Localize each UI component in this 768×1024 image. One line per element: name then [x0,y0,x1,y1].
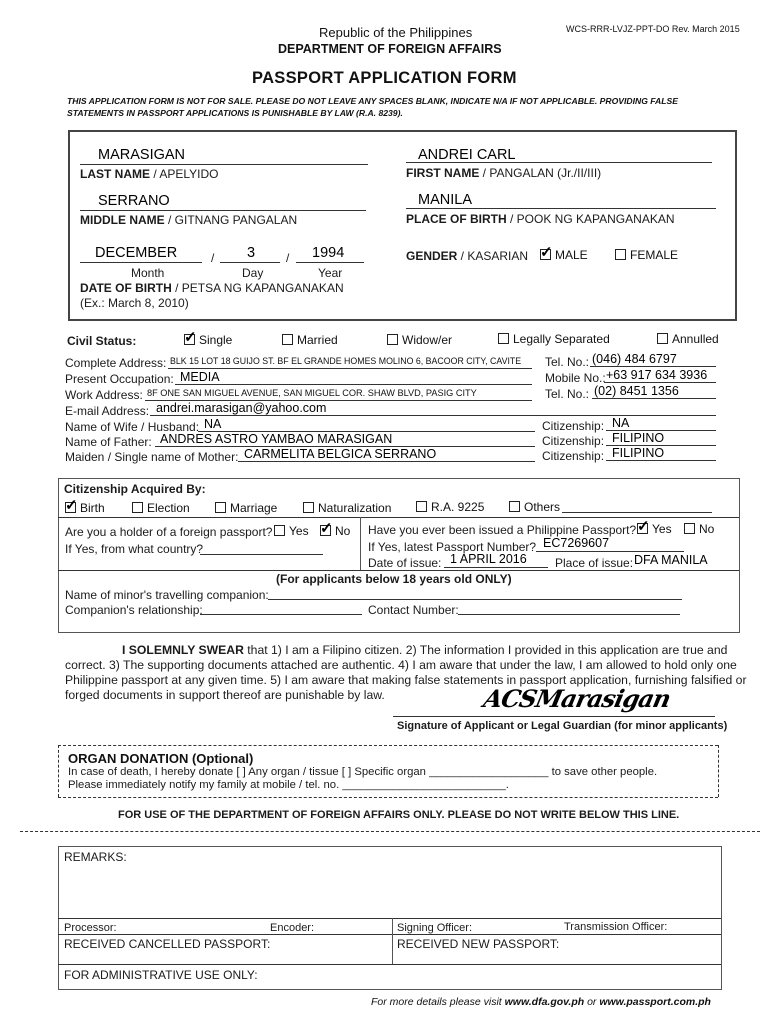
civil-single-checkbox[interactable]: ✓ Single [184,333,232,347]
office-divider-3 [58,964,721,965]
mother-label: Maiden / Single name of Mother: [65,450,239,464]
citizenship-naturalization-checkbox[interactable]: Naturalization [303,501,391,515]
mother-line [238,461,535,462]
mother-citizenship-value[interactable]: FILIPINO [612,446,665,460]
header-republic: Republic of the Philippines [319,25,473,40]
civil-annulled-checkbox[interactable]: Annulled [657,332,719,346]
citizenship-acquired-label: Citizenship Acquired By: [64,482,206,496]
admin-use-label: FOR ADMINISTRATIVE USE ONLY: [64,968,258,982]
address-value[interactable]: BLK 15 LOT 18 GUIJO ST. BF EL GRANDE HOMES MOLINO 6, BACOOR CITY, CAVITE [170,356,522,366]
dob-label: DATE OF BIRTH / PETSA NG KAPANGANAKAN [80,281,344,295]
last-name-label: LAST NAME / APELYIDO [80,167,219,181]
civil-widow-checkbox[interactable]: Widow/er [387,333,452,347]
work-address-label: Work Address: [65,388,143,402]
last-name-line [80,164,368,165]
latest-passport-value[interactable]: EC7269607 [543,536,610,550]
work-tel-line [592,398,716,399]
latest-passport-line [536,551,684,552]
checkbox-empty-icon [416,501,427,512]
spouse-citizenship-value[interactable]: NA [612,416,630,430]
footer-note: For more details please visit www.dfa.gov.ph or www.passport.com.ph [371,996,711,1008]
citizenship-election-checkbox[interactable]: Election [132,501,190,515]
date-slash-1: / [211,251,215,265]
occupation-label: Present Occupation: [65,372,174,386]
gender-male-checkbox[interactable]: ✓ MALE [540,248,588,262]
passport-link[interactable]: www.passport.com.ph [599,996,711,1008]
place-of-birth-label: PLACE OF BIRTH / POOK NG KAPANGANAKAN [406,212,675,226]
organ-box-left [58,745,59,797]
citizenship-others-checkbox[interactable]: Others [509,500,560,514]
email-line [150,415,716,416]
contact-number-line [458,614,680,615]
dob-example: (Ex.: March 8, 2010) [80,296,189,310]
organ-box-bottom [58,797,718,798]
citizenship-birth-checkbox[interactable]: ✓Birth [65,501,105,515]
foreign-yes-checkbox[interactable]: Yes [274,524,309,538]
issue-place-label: Place of issue: [555,556,634,570]
form-title: PASSPORT APPLICATION FORM [252,69,517,87]
checkbox-empty-icon [282,334,293,345]
foreign-country-question: If Yes, from what country? [65,542,204,556]
address-label: Complete Address: [65,356,167,370]
ph-yes-checkbox[interactable]: ✓ Yes [637,522,672,536]
citizenship-ra-checkbox[interactable]: R.A. 9225 [416,500,484,514]
relationship-label: Companion's relationship: [65,603,203,617]
signature-label: Signature of Applicant or Legal Guardian (for minor applicants) [397,720,728,732]
checkbox-checked-icon [184,334,195,345]
middle-name-label: MIDDLE NAME / GITNANG PANGALAN [80,213,298,227]
oath-line-3: Philippine passport at any given time. 5) I am aware that making false statements in passport application, furnishing falsified or [65,673,747,687]
organ-line-1: In case of death, I hereby donate [ ] Any organ / tissue [ ] Specific organ ___________________ to save other people. [68,766,658,778]
civil-married-checkbox[interactable]: Married [282,333,338,347]
checkbox-empty-icon [387,334,398,345]
checkbox-empty-icon [509,501,520,512]
work-address-value[interactable]: 8F ONE SAN MIGUEL AVENUE, SAN MIGUEL COR. SHAW BLVD, PASIG CITY [147,388,477,398]
work-tel-label: Tel. No.: [545,387,590,401]
middle-name-value[interactable]: SERRANO [98,193,170,209]
day-label: Day [242,266,264,280]
notice-line-2: STATEMENTS IN PASSPORT APPLICATIONS IS PUNISHABLE BY LAW (R.A. 8239). [67,108,403,118]
citizenship-vertical-divider [360,517,361,570]
oath-line-2: correct. 3) The supporting documents attached are authentic. 4) I am aware that under the law, I am allowed to hold only one [65,658,737,672]
email-value[interactable]: andrei.marasigan@yahoo.com [156,401,327,415]
organ-box-top [58,745,718,746]
mobile-value[interactable]: +63 917 634 3936 [606,368,708,382]
citizenship-marriage-checkbox[interactable]: Marriage [215,501,277,515]
first-name-label: FIRST NAME / PANGALAN (Jr./II/III) [406,166,602,180]
spouse-label: Name of Wife / Husband: [65,420,200,434]
encoder-label: Encoder: [270,922,315,934]
foreign-passport-question: Are you a holder of a foreign passport? [65,525,273,539]
foreign-country-line [200,554,323,555]
checkbox-checked-icon [65,502,76,513]
checkbox-empty-icon [498,333,509,344]
processor-label: Processor: [64,922,117,934]
mobile-label: Mobile No.: [545,371,606,385]
tel-label: Tel. No.: [545,355,590,369]
gender-female-checkbox[interactable]: FEMALE [615,248,678,262]
birth-month-line [80,262,202,263]
checkbox-empty-icon [303,502,314,513]
remarks-label: REMARKS: [64,850,127,864]
month-label: Month [131,266,165,280]
checkbox-empty-icon [684,523,695,534]
office-divider-2 [58,934,721,935]
checkbox-checked-icon [540,249,551,260]
work-tel-value[interactable]: (02) 8451 1356 [594,384,679,398]
companion-line [268,599,682,600]
checkbox-checked-icon [637,523,648,534]
issue-place-value[interactable]: DFA MANILA [634,553,708,567]
father-label: Name of Father: [65,435,152,449]
mother-citizenship-label: Citizenship: [542,449,605,463]
companion-label: Name of minor's travelling companion: [65,588,269,602]
notice-line-1: THIS APPLICATION FORM IS NOT FOR SALE. PLEASE DO NOT LEAVE ANY SPACES BLANK, INDICATE N/A IF NOT APPLICABLE. PROVIDING FALSE [67,96,678,106]
place-of-birth-value[interactable]: MANILA [418,192,472,208]
latest-passport-label: If Yes, latest Passport Number? [368,540,537,554]
birth-month-value[interactable]: DECEMBER [95,245,178,261]
form-code: WCS-RRR-LVJZ-PPT-DO Rev. March 2015 [566,24,740,34]
tel-line [590,366,716,367]
ph-no-checkbox[interactable]: No [684,522,714,536]
issue-date-line [444,567,548,568]
father-value[interactable]: ANDRES ASTRO YAMBAO MARASIGAN [160,432,393,446]
civil-status-label: Civil Status: [67,334,137,348]
mother-citizenship-line [606,460,716,461]
place-of-birth-line [406,208,716,209]
minor-heading: (For applicants below 18 years old ONLY) [276,572,512,586]
oath-line-1: I SOLEMNLY SWEAR that 1) I am a Filipino citizen. 2) The information I provided in this application are true and [122,643,728,657]
checkbox-empty-icon [215,502,226,513]
relationship-line [200,614,362,615]
signature-line [393,716,715,717]
checkbox-empty-icon [657,333,668,344]
issue-date-value[interactable]: 1 APRIL 2016 [450,552,527,566]
date-slash-2: / [286,251,290,265]
organ-title: ORGAN DONATION (Optional) [68,751,254,766]
birth-year-line [296,262,364,263]
dfa-link[interactable]: www.dfa.gov.ph [504,996,585,1008]
year-label: Year [318,266,343,280]
signing-officer-label: Signing Officer: [397,922,473,934]
birth-day-value[interactable]: 3 [247,245,256,261]
cancelled-passport-label: RECEIVED CANCELLED PASSPORT: [64,937,271,951]
transmission-officer-label: Transmission Officer: [564,921,668,933]
gender-label: GENDER / KASARIAN [406,249,529,263]
occupation-line [175,384,532,385]
contact-number-label: Contact Number: [368,603,459,617]
checkbox-checked-icon [320,525,331,536]
checkbox-empty-icon [274,525,285,536]
first-name-line [406,162,712,163]
new-passport-label: RECEIVED NEW PASSPORT: [397,937,560,951]
organ-line-2: Please immediately notify my family at mobile / tel. no. __________________________. [68,779,509,791]
father-citizenship-value[interactable]: FILIPINO [612,431,665,445]
father-citizenship-label: Citizenship: [542,434,605,448]
header-department: DEPARTMENT OF FOREIGN AFFAIRS [278,42,502,56]
email-label: E-mail Address: [65,404,150,418]
address-line [168,368,532,369]
middle-name-line [80,210,366,211]
birth-day-line [220,262,280,263]
birth-year-value[interactable]: 1994 [312,245,345,261]
ph-passport-question: Have you ever been issued a Philippine Passport? [368,523,637,537]
office-notice: FOR USE OF THE DEPARTMENT OF FOREIGN AFFAIRS ONLY. PLEASE DO NOT WRITE BELOW THIS LINE. [118,809,680,821]
organ-box-right [718,745,719,797]
others-line [562,512,712,513]
checkbox-empty-icon [132,502,143,513]
foreign-no-checkbox[interactable]: ✓ No [320,524,350,538]
spouse-citizenship-label: Citizenship: [542,419,605,433]
civil-separated-checkbox[interactable]: Legally Separated [498,332,610,346]
citizenship-divider-2 [58,570,739,571]
mobile-line [604,382,716,383]
issue-date-label: Date of issue: [368,556,442,570]
office-vertical-divider [392,918,393,964]
oath-line-4: forged documents in support thereof are punishable by law. [65,688,385,702]
tel-value[interactable]: (046) 484 6797 [592,352,677,366]
checkbox-empty-icon [615,249,626,260]
spouse-value[interactable]: NA [204,417,222,431]
occupation-value[interactable]: MEDIA [180,370,220,384]
office-divider-1 [58,918,721,919]
cut-line [20,831,760,832]
first-name-value[interactable]: ANDREI CARL [418,147,516,163]
applicant-signature: ACSMarasigan [480,684,673,713]
mother-value[interactable]: CARMELITA BELGICA SERRANO [244,447,437,461]
last-name-value[interactable]: MARASIGAN [98,147,186,163]
